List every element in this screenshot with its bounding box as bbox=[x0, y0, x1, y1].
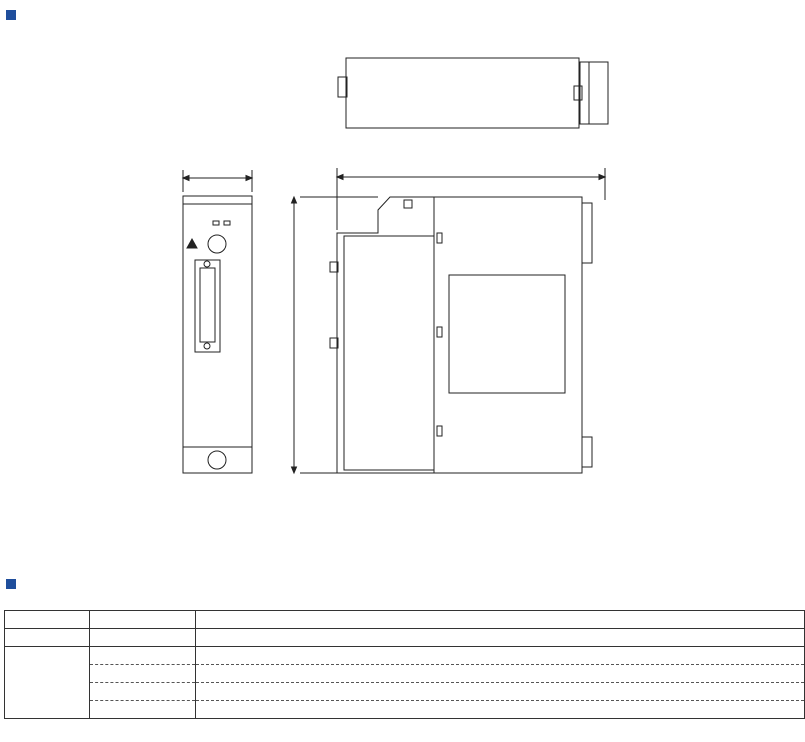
suffix-description bbox=[196, 701, 805, 719]
table-row bbox=[5, 701, 805, 719]
model-description bbox=[196, 629, 805, 647]
header-description bbox=[196, 611, 805, 629]
header-cell-empty bbox=[5, 611, 90, 629]
suffix-code bbox=[89, 665, 196, 683]
header-cell-empty bbox=[89, 611, 196, 629]
heading-square-icon bbox=[6, 579, 16, 589]
model-code bbox=[89, 629, 196, 647]
top-view bbox=[338, 58, 608, 128]
front-view bbox=[183, 170, 252, 473]
model-row bbox=[5, 629, 805, 647]
model-suffix-table bbox=[4, 610, 805, 719]
suffix-description bbox=[196, 647, 805, 665]
suffix-description bbox=[196, 665, 805, 683]
table-header-row bbox=[5, 611, 805, 629]
suffix-code bbox=[89, 647, 196, 665]
table-row bbox=[5, 647, 805, 665]
table-row bbox=[5, 665, 805, 683]
side-view bbox=[292, 168, 606, 473]
section-heading-model-suffix bbox=[6, 575, 23, 597]
suffix-description bbox=[196, 683, 805, 701]
table-row bbox=[5, 683, 805, 701]
suffix-code bbox=[89, 701, 196, 719]
suffix-code bbox=[89, 683, 196, 701]
suffix-label bbox=[5, 647, 90, 719]
model-label bbox=[5, 629, 90, 647]
